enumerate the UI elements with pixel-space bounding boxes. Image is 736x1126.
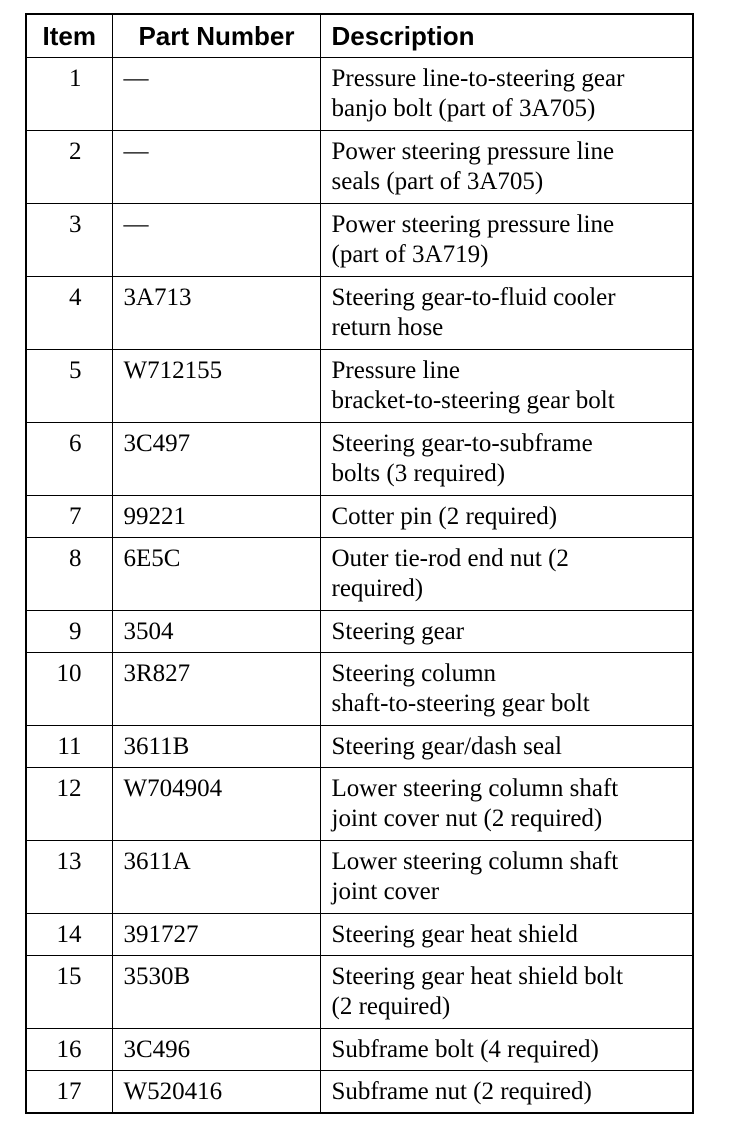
item-cell: 8: [26, 537, 112, 610]
item-cell: 1: [26, 57, 112, 130]
description-cell: [320, 610, 693, 652]
header-item: Item: [26, 14, 112, 57]
description-line: seals (part of 3A705): [331, 167, 544, 195]
table-row: [26, 1028, 693, 1070]
part-number-cell: —: [112, 203, 320, 276]
part-number-cell: 3611A: [112, 840, 320, 913]
item-cell: 11: [26, 725, 112, 767]
item-cell: 4: [26, 276, 112, 349]
description-line: return hose: [331, 313, 444, 341]
part-number-cell: W520416: [112, 1070, 320, 1113]
description-line: Steering gear/dash seal: [331, 732, 562, 760]
description-cell: [320, 203, 693, 276]
item-cell: 7: [26, 495, 112, 537]
description-line: Lower steering column shaft: [331, 774, 619, 802]
description-cell: [320, 955, 693, 1028]
item-cell: 15: [26, 955, 112, 1028]
table-row: [26, 537, 693, 610]
item-cell: 2: [26, 130, 112, 203]
part-number-cell: W712155: [112, 349, 320, 422]
table-row: [26, 57, 693, 130]
part-number-cell: 3C497: [112, 422, 320, 495]
description-cell: [320, 495, 693, 537]
description-cell: [320, 537, 693, 610]
table-row: [26, 130, 693, 203]
part-number-cell: 3A713: [112, 276, 320, 349]
description-line: joint cover nut (2 required): [331, 804, 603, 832]
description-line: bracket-to-steering gear bolt: [331, 386, 615, 414]
description-cell: [320, 130, 693, 203]
item-cell: 9: [26, 610, 112, 652]
description-line: Steering gear heat shield bolt: [331, 962, 624, 990]
part-number-cell: 3611B: [112, 725, 320, 767]
part-number-cell: 3C496: [112, 1028, 320, 1070]
description-cell: [320, 349, 693, 422]
description-cell: [320, 913, 693, 955]
description-line: required): [331, 574, 424, 602]
table-row: [26, 767, 693, 840]
description-line: Lower steering column shaft: [331, 847, 619, 875]
table-row: [26, 955, 693, 1028]
description-line: joint cover: [331, 877, 440, 905]
table-row: [26, 203, 693, 276]
table-row: [26, 422, 693, 495]
header-part-number: Part Number: [112, 14, 320, 57]
table-row: [26, 349, 693, 422]
description-line: Power steering pressure line: [331, 210, 615, 238]
description-cell: [320, 1028, 693, 1070]
parts-table: [25, 13, 694, 1114]
part-number-cell: 3530B: [112, 955, 320, 1028]
description-line: Subframe nut (2 required): [331, 1077, 592, 1105]
description-line: Steering gear-to-subframe: [331, 429, 593, 457]
description-cell: [320, 652, 693, 725]
description-cell: [320, 767, 693, 840]
table-row: [26, 495, 693, 537]
description-line: banjo bolt (part of 3A705): [331, 94, 596, 122]
description-line: Steering gear heat shield: [331, 920, 578, 948]
part-number-cell: 99221: [112, 495, 320, 537]
description-cell: [320, 840, 693, 913]
description-line: Steering gear-to-fluid cooler: [331, 283, 616, 311]
description-line: bolts (3 required): [331, 459, 506, 487]
part-number-cell: —: [112, 130, 320, 203]
table-header-row: [26, 14, 693, 57]
item-cell: 13: [26, 840, 112, 913]
description-line: Outer tie-rod end nut (2: [331, 544, 569, 572]
table-row: [26, 840, 693, 913]
description-cell: [320, 1070, 693, 1113]
description-line: (part of 3A719): [331, 240, 489, 268]
part-number-cell: 3R827: [112, 652, 320, 725]
description-line: Pressure line: [331, 356, 460, 384]
item-cell: 6: [26, 422, 112, 495]
table-row: [26, 652, 693, 725]
item-cell: 12: [26, 767, 112, 840]
part-number-cell: —: [112, 57, 320, 130]
header-description: Description: [320, 14, 693, 57]
item-cell: 3: [26, 203, 112, 276]
description-line: Pressure line-to-steering gear: [331, 64, 625, 92]
table-row: [26, 276, 693, 349]
description-line: Steering gear: [331, 617, 465, 645]
table-row: [26, 1070, 693, 1113]
table-row: [26, 725, 693, 767]
description-line: (2 required): [331, 992, 451, 1020]
table-body: [26, 57, 693, 1113]
description-line: Power steering pressure line: [331, 137, 615, 165]
part-number-cell: 6E5C: [112, 537, 320, 610]
part-number-cell: 391727: [112, 913, 320, 955]
item-cell: 16: [26, 1028, 112, 1070]
description-line: Cotter pin (2 required): [331, 502, 558, 530]
description-cell: [320, 422, 693, 495]
part-number-cell: 3504: [112, 610, 320, 652]
item-cell: 17: [26, 1070, 112, 1113]
item-cell: 14: [26, 913, 112, 955]
description-cell: [320, 57, 693, 130]
description-cell: [320, 276, 693, 349]
item-cell: 10: [26, 652, 112, 725]
description-cell: [320, 725, 693, 767]
description-line: Steering column: [331, 659, 497, 687]
description-line: shaft-to-steering gear bolt: [331, 689, 590, 717]
description-line: Subframe bolt (4 required): [331, 1035, 599, 1063]
table-row: [26, 913, 693, 955]
table-row: [26, 610, 693, 652]
part-number-cell: W704904: [112, 767, 320, 840]
item-cell: 5: [26, 349, 112, 422]
